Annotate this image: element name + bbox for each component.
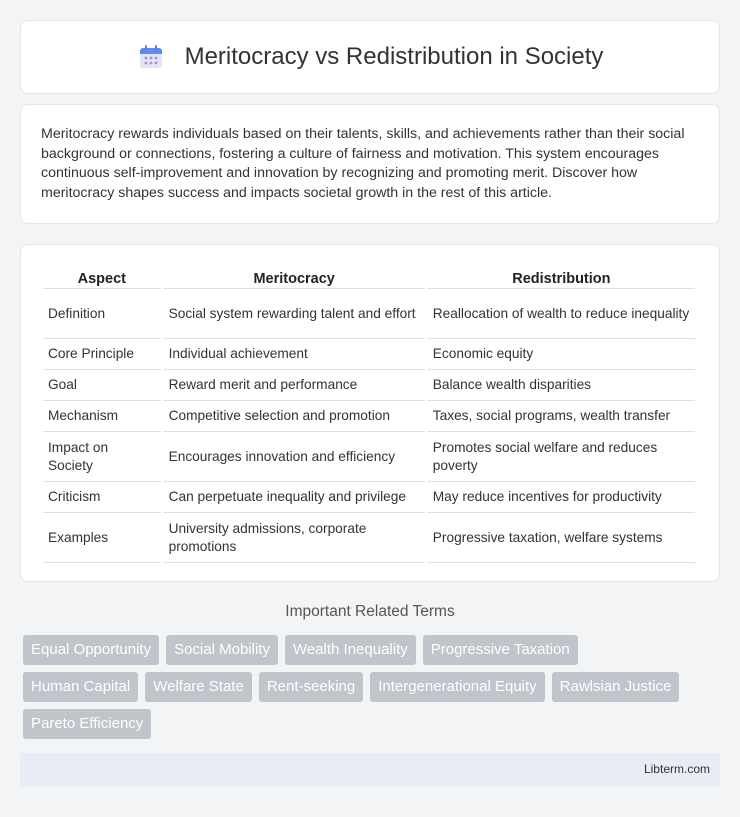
related-terms-title: Important Related Terms [285, 603, 455, 620]
tag-pareto-efficiency[interactable]: Pareto Efficiency [23, 709, 151, 739]
table-cell: Impact on Society [43, 432, 161, 482]
table-cell: Examples [43, 513, 161, 563]
tag-row [23, 709, 723, 739]
page-title: Meritocracy vs Redistribution in Society [184, 43, 604, 70]
table-cell: Reward merit and performance [164, 370, 425, 401]
table-cell: Individual achievement [164, 339, 425, 370]
table-cell: Can perpetuate inequality and privilege [164, 482, 425, 513]
tag-row [23, 635, 723, 665]
table-cell: Competitive selection and promotion [164, 401, 425, 432]
tag-social-mobility[interactable]: Social Mobility [166, 635, 278, 665]
column-header-meritocracy: Meritocracy [164, 265, 425, 289]
table-cell: Balance wealth disparities [428, 370, 695, 401]
table-header-row [43, 265, 695, 289]
comparison-table [40, 265, 698, 563]
related-terms-list [23, 635, 723, 746]
table-row [43, 339, 695, 370]
intro-card [20, 104, 720, 224]
table-row [43, 401, 695, 432]
table-cell: Economic equity [428, 339, 695, 370]
footer-site-link[interactable]: Libterm.com [643, 762, 710, 776]
tag-equal-opportunity[interactable]: Equal Opportunity [23, 635, 159, 665]
column-header-redistribution: Redistribution [428, 265, 695, 289]
tag-rawlsian-justice[interactable]: Rawlsian Justice [552, 672, 680, 702]
calendar-icon [137, 43, 165, 71]
table-cell: Definition [43, 289, 161, 339]
table-cell: Progressive taxation, welfare systems [428, 513, 695, 563]
table-cell: Social system rewarding talent and effort [164, 289, 425, 339]
header-card [20, 20, 720, 94]
tag-human-capital[interactable]: Human Capital [23, 672, 138, 702]
table-cell: Reallocation of wealth to reduce inequality [428, 289, 695, 339]
tag-progressive-taxation[interactable]: Progressive Taxation [423, 635, 578, 665]
table-cell: Goal [43, 370, 161, 401]
table-row [43, 513, 695, 563]
table-cell: Encourages innovation and efficiency [164, 432, 425, 482]
tag-rent-seeking[interactable]: Rent-seeking [259, 672, 363, 702]
table-row [43, 482, 695, 513]
tag-row [23, 672, 723, 702]
table-cell: May reduce incentives for productivity [428, 482, 695, 513]
tag-welfare-state[interactable]: Welfare State [145, 672, 252, 702]
table-cell: Taxes, social programs, wealth transfer [428, 401, 695, 432]
tag-intergenerational-equity[interactable]: Intergenerational Equity [370, 672, 544, 702]
tag-wealth-inequality[interactable]: Wealth Inequality [285, 635, 416, 665]
comparison-table-card [20, 244, 720, 582]
table-row [43, 289, 695, 339]
intro-text: Meritocracy rewards individuals based on their talents, skills, and achievements rather than their social background or connections, fostering a culture of fairness and motivation. This system encourages continuous self-improvement and innovation by recognizing and promoting merit. Discover how meritocracy shapes success and impacts societal growth in the rest of this article. [41, 126, 685, 201]
table-cell: Criticism [43, 482, 161, 513]
column-header-aspect: Aspect [43, 265, 161, 289]
table-cell: Core Principle [43, 339, 161, 370]
table-cell: University admissions, corporate promotions [164, 513, 425, 563]
footer [20, 753, 720, 786]
table-cell: Mechanism [43, 401, 161, 432]
table-row [43, 432, 695, 482]
table-cell: Promotes social welfare and reduces poverty [428, 432, 695, 482]
table-row [43, 370, 695, 401]
